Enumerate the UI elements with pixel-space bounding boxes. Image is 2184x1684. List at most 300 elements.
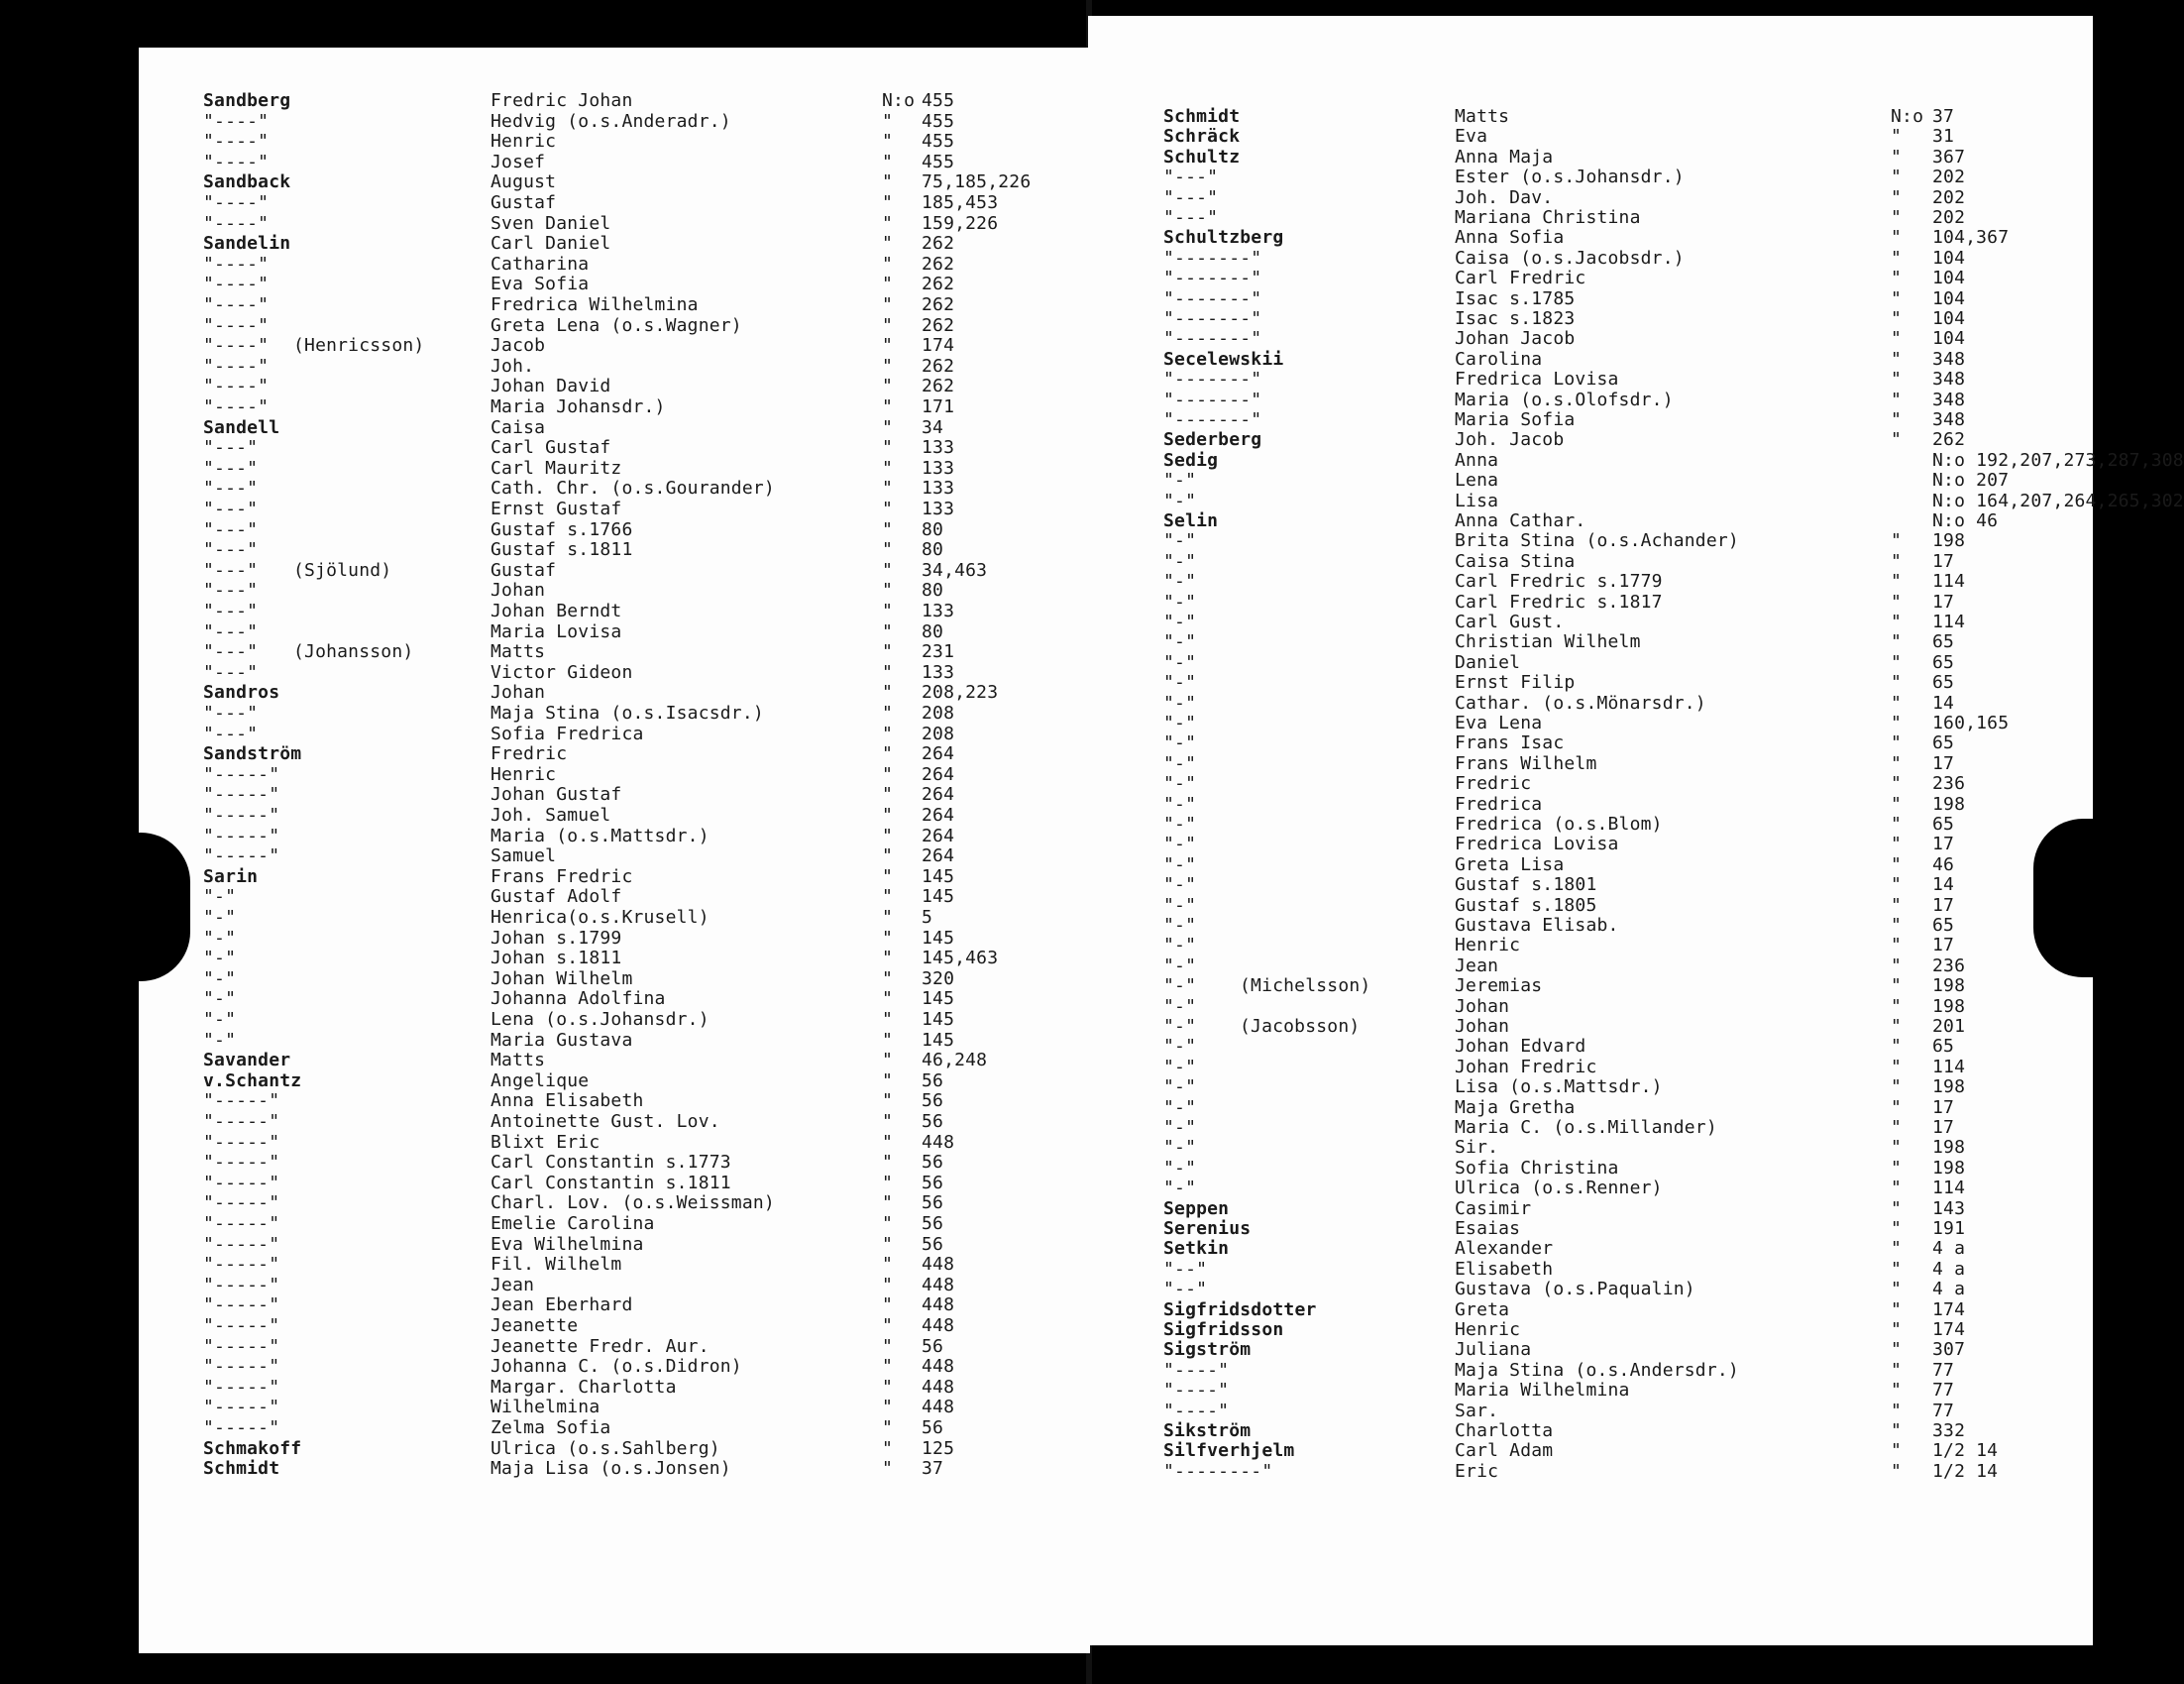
entry-reference: 56: [922, 1417, 944, 1438]
entry-ditto-mark: ": [882, 335, 894, 357]
index-entry: [1088, 531, 2093, 551]
index-entry: [139, 1398, 1090, 1417]
entry-note: (Jacobsson): [1240, 1016, 1361, 1037]
entry-surname: "-----": [203, 1376, 280, 1398]
entry-reference: 348: [1932, 369, 1966, 391]
entry-surname: "---": [203, 518, 259, 540]
index-entry: [1088, 1098, 2093, 1118]
index-entry: [139, 1276, 1090, 1295]
entry-ditto-mark: ": [882, 1213, 894, 1234]
entry-surname: "----": [203, 294, 270, 315]
entry-reference: 46,248: [922, 1050, 988, 1071]
entry-surname: "-": [1163, 490, 1197, 511]
entry-surname: Sandell: [203, 416, 280, 438]
entry-surname: "---": [203, 457, 259, 479]
entry-given-name: Blixt Eric: [491, 1131, 601, 1153]
entry-given-name: Henrica(o.s.Krusell): [491, 907, 710, 928]
entry-given-name: Anna Cathar.: [1455, 510, 1586, 531]
entry-ditto-mark: ": [882, 499, 894, 519]
entry-ditto-mark: ": [1891, 1460, 1903, 1482]
entry-reference: 65: [1932, 1036, 1955, 1058]
entry-given-name: Gustaf s.1801: [1455, 874, 1597, 896]
index-entry: [1088, 1402, 2093, 1421]
entry-reference: 114: [1932, 612, 1966, 632]
entry-ditto-mark: ": [1891, 995, 1903, 1017]
entry-reference: 80: [922, 620, 944, 642]
index-entry: [1088, 572, 2093, 592]
entry-surname: "-": [1163, 814, 1197, 835]
entry-given-name: Johan Gustaf: [491, 784, 622, 806]
entry-reference: 171: [922, 396, 955, 417]
index-entry: [139, 336, 1090, 356]
index-entry: [1088, 1421, 2093, 1441]
entry-given-name: Maja Stina (o.s.Andersdr.): [1455, 1359, 1739, 1381]
entry-ditto-mark: ": [1891, 975, 1903, 997]
entry-ditto-mark: ": [882, 253, 894, 275]
entry-surname: Savander: [203, 1050, 291, 1071]
entry-given-name: Antoinette Gust. Lov.: [491, 1111, 720, 1132]
entry-reference: 17: [1932, 752, 1955, 774]
entry-given-name: Jacob: [491, 335, 546, 357]
entry-given-name: Carl Gust.: [1455, 612, 1565, 632]
entry-note: (Henricsson): [293, 335, 425, 357]
entry-reference: 198: [1932, 995, 1966, 1017]
index-entry: [1088, 1260, 2093, 1280]
index-entry: [139, 1112, 1090, 1132]
entry-surname: Schmakoff: [203, 1437, 302, 1459]
entry-surname: "-------": [1163, 409, 1262, 430]
index-entry: [139, 929, 1090, 949]
index-entry: [1088, 1239, 2093, 1259]
entry-surname: "---": [1163, 207, 1219, 228]
entry-surname: "----": [203, 151, 270, 172]
entry-ditto-mark: ": [882, 376, 894, 397]
entry-given-name: Gustava (o.s.Paqualin): [1455, 1279, 1695, 1300]
entry-ditto-mark: ": [882, 661, 894, 683]
index-entry: [1088, 653, 2093, 673]
entry-given-name: Caisa Stina: [1455, 550, 1576, 572]
entry-given-name: Johan Berndt: [491, 601, 622, 621]
entry-surname: "-": [1163, 550, 1197, 572]
entry-surname: "--": [1163, 1279, 1208, 1300]
entry-given-name: Gustaf s.1805: [1455, 894, 1597, 916]
index-entry: [139, 969, 1090, 989]
entry-given-name: Maria Wilhelmina: [1455, 1380, 1630, 1402]
entry-reference: 262: [922, 314, 955, 336]
entry-given-name: Cath. Chr. (o.s.Gourander): [491, 478, 775, 500]
entry-reference: 262: [922, 274, 955, 295]
entry-reference: 191: [1932, 1218, 1966, 1239]
entry-reference: 17: [1932, 550, 1955, 572]
entry-surname: "-": [203, 886, 237, 908]
entry-surname: "-": [1163, 631, 1197, 653]
entry-reference: 4 a: [1932, 1238, 1966, 1260]
entry-reference: 104,367: [1932, 227, 2010, 249]
entry-surname: Schmidt: [1163, 106, 1241, 127]
index-entry: [139, 1071, 1090, 1091]
entry-ditto-mark: ": [882, 396, 894, 417]
entry-reference: 307: [1932, 1339, 1966, 1361]
entry-reference: 174: [922, 335, 955, 357]
entry-given-name: Jean: [491, 1274, 535, 1295]
index-entry: [139, 234, 1090, 254]
entry-ditto-mark: ": [1891, 1056, 1903, 1077]
entry-given-name: Esaias: [1455, 1218, 1521, 1239]
entry-surname: "-": [1163, 571, 1197, 593]
entry-reference: 34: [922, 416, 944, 438]
entry-surname: "-": [1163, 874, 1197, 896]
entry-ditto-mark: ": [882, 1335, 894, 1357]
entry-ditto-mark: ": [1891, 692, 1903, 714]
entry-reference: 104: [1932, 308, 1966, 329]
index-entry: [139, 540, 1090, 560]
entry-given-name: Cathar. (o.s.Mönarsdr.): [1455, 692, 1706, 714]
entry-reference: 160,165: [1932, 713, 2010, 733]
entry-ditto-mark: ": [1891, 308, 1903, 329]
entry-ditto-mark: ": [882, 763, 894, 785]
entry-ditto-mark: ": [1891, 167, 1903, 188]
entry-surname: "-----": [203, 784, 280, 806]
entry-reference: 236: [1932, 954, 1966, 976]
entry-given-name: Johan Edvard: [1455, 1036, 1586, 1058]
entry-ditto-mark: ": [1891, 1076, 1903, 1098]
entry-given-name: Fredric: [491, 743, 568, 765]
entry-given-name: Lisa (o.s.Mattsdr.): [1455, 1076, 1663, 1098]
entry-surname: Sedig: [1163, 449, 1219, 471]
entry-reference: 262: [922, 355, 955, 377]
index-entry: [1088, 593, 2093, 613]
entry-surname: Sandberg: [203, 90, 291, 111]
entry-ditto-mark: ": [1891, 530, 1903, 552]
index-entry: [139, 642, 1090, 662]
index-entry: [139, 846, 1090, 866]
entry-given-name: Johan: [1455, 1016, 1510, 1037]
index-entry: [1088, 168, 2093, 187]
entry-given-name: Fredrica Lovisa: [1455, 834, 1619, 855]
entry-reference: 174: [1932, 1298, 1966, 1320]
entry-reference: 455: [922, 151, 955, 172]
entry-surname: "-": [1163, 612, 1197, 632]
entry-surname: "---": [1163, 167, 1219, 188]
index-entry: [139, 622, 1090, 642]
index-entry: [1088, 329, 2093, 349]
entry-reference: N:o 207: [1932, 470, 2010, 492]
entry-given-name: Henric: [491, 763, 557, 785]
entry-reference: 208: [922, 703, 955, 724]
entry-given-name: Lena: [1455, 470, 1499, 492]
index-entry: [1088, 795, 2093, 815]
index-entry: [139, 193, 1090, 213]
entry-surname: "-": [1163, 732, 1197, 754]
entry-surname: "-------": [1163, 308, 1262, 329]
entry-given-name: Johan Jacob: [1455, 328, 1576, 350]
entry-surname: Sandros: [203, 682, 280, 704]
entry-surname: "-------": [1163, 287, 1262, 309]
entry-given-name: Daniel: [1455, 651, 1521, 673]
entry-ditto-mark: ": [1891, 348, 1903, 370]
index-entry: [139, 112, 1090, 132]
index-entry: [139, 1091, 1090, 1111]
entry-ditto-mark: ": [882, 1254, 894, 1276]
entry-reference: 56: [922, 1213, 944, 1234]
index-entry: [1088, 997, 2093, 1017]
index-entry: [1088, 976, 2093, 996]
entry-surname: "---": [203, 437, 259, 459]
entry-ditto-mark: ": [882, 825, 894, 846]
entry-ditto-mark: ": [882, 559, 894, 581]
entry-ditto-mark: ": [882, 416, 894, 438]
entry-reference: 56: [922, 1152, 944, 1174]
entry-given-name: Carl Daniel: [491, 233, 611, 255]
entry-surname: Seppen: [1163, 1197, 1230, 1219]
entry-ditto-mark: ": [882, 1090, 894, 1112]
index-entry: [1088, 835, 2093, 854]
entry-surname: "----": [203, 314, 270, 336]
entry-ditto-mark: ": [1891, 389, 1903, 410]
index-entry: [139, 1133, 1090, 1153]
entry-ditto-mark: ": [1891, 713, 1903, 733]
entry-surname: "----": [203, 355, 270, 377]
entry-ditto-mark: ": [1891, 1380, 1903, 1402]
entry-surname: "----": [1163, 1400, 1230, 1421]
entry-reference: 14: [1932, 874, 1955, 896]
entry-ditto-mark: ": [882, 518, 894, 540]
entry-reference: 448: [922, 1376, 955, 1398]
entry-surname: "-----": [203, 1233, 280, 1255]
index-entry: [139, 132, 1090, 152]
index-entry: [1088, 208, 2093, 228]
entry-ditto-mark: ": [882, 580, 894, 602]
entry-reference: 332: [1932, 1420, 1966, 1441]
entry-note: (Sjölund): [293, 559, 392, 581]
entry-surname: "----": [203, 131, 270, 153]
entry-given-name: Sir.: [1455, 1137, 1499, 1159]
entry-reference: 262: [922, 233, 955, 255]
entry-reference: 448: [922, 1397, 955, 1418]
entry-ditto-mark: ": [1891, 1218, 1903, 1239]
entry-surname: "-----": [203, 763, 280, 785]
index-entry: [1088, 471, 2093, 491]
entry-reference: 80: [922, 518, 944, 540]
index-entry: [139, 1439, 1090, 1459]
entry-given-name: August: [491, 171, 557, 193]
entry-ditto-mark: ": [882, 1274, 894, 1295]
entry-given-name: Carolina: [1455, 348, 1543, 370]
left-index-list: [139, 48, 1090, 1653]
entry-surname: Schräck: [1163, 126, 1241, 148]
entry-given-name: Henric: [1455, 935, 1521, 956]
index-entry: [1088, 289, 2093, 309]
index-entry: [139, 989, 1090, 1009]
index-entry: [139, 561, 1090, 581]
entry-given-name: Johan: [491, 580, 546, 602]
entry-given-name: Fredrica: [1455, 793, 1543, 815]
entry-reference: 80: [922, 580, 944, 602]
entry-reference: 114: [1932, 1056, 1966, 1077]
entry-reference: 264: [922, 805, 955, 826]
entry-reference: 104: [1932, 287, 1966, 309]
entry-reference: 31: [1932, 126, 1955, 148]
entry-reference: 320: [922, 967, 955, 989]
index-entry: [1088, 936, 2093, 955]
index-entry: [139, 418, 1090, 438]
entry-reference: 198: [1932, 1137, 1966, 1159]
entry-ditto-mark: ": [882, 1131, 894, 1153]
index-entry: [139, 316, 1090, 336]
entry-surname: "-": [1163, 651, 1197, 673]
entry-surname: Sikström: [1163, 1420, 1252, 1441]
entry-ditto-mark: ": [1891, 1319, 1903, 1340]
entry-ditto-mark: ": [1891, 935, 1903, 956]
entry-given-name: Maria C. (o.s.Millander): [1455, 1117, 1717, 1138]
index-entry: [1088, 774, 2093, 794]
entry-reference: 5: [922, 907, 933, 928]
entry-given-name: Fredric Johan: [491, 90, 633, 111]
entry-given-name: Johan: [491, 682, 546, 704]
index-entry: [1088, 552, 2093, 572]
entry-ditto-mark: ": [882, 641, 894, 663]
entry-reference: 202: [1932, 207, 1966, 228]
entry-ditto-mark: ": [1891, 1016, 1903, 1037]
entry-reference: 4 a: [1932, 1279, 1966, 1300]
index-entry: [139, 295, 1090, 315]
index-entry: [1088, 350, 2093, 370]
entry-reference: 133: [922, 437, 955, 459]
entry-surname: "-": [1163, 692, 1197, 714]
index-entry: [139, 1193, 1090, 1213]
entry-surname: "-----": [203, 1131, 280, 1153]
entry-ditto-mark: ": [1891, 1178, 1903, 1199]
index-entry: [139, 1174, 1090, 1193]
entry-surname: "-": [1163, 995, 1197, 1017]
entry-surname: v.Schantz: [203, 1069, 302, 1091]
entry-surname: "-----": [203, 1417, 280, 1438]
entry-reference: N:o 192,207,273,287,308: [1932, 449, 2184, 471]
entry-given-name: Joh. Jacob: [1455, 429, 1565, 451]
index-entry: [139, 479, 1090, 499]
entry-ditto-mark: ": [1891, 571, 1903, 593]
entry-given-name: Eva: [1455, 126, 1488, 148]
entry-ditto-mark: ": [882, 171, 894, 193]
entry-reference: 56: [922, 1172, 944, 1193]
entry-given-name: Carl Mauritz: [491, 457, 622, 479]
entry-ditto-mark: ": [1891, 126, 1903, 148]
entry-ditto-mark: ": [1891, 146, 1903, 168]
entry-surname: "---": [203, 580, 259, 602]
entry-reference: 208,223: [922, 682, 999, 704]
entry-ditto-mark: ": [882, 1009, 894, 1030]
index-entry: [139, 214, 1090, 234]
index-entry: [139, 1418, 1090, 1438]
entry-reference: 262: [922, 376, 955, 397]
entry-ditto-mark: ": [1891, 207, 1903, 228]
entry-surname: "-----": [203, 805, 280, 826]
entry-reference: 367: [1932, 146, 1966, 168]
index-entry: [1088, 249, 2093, 269]
entry-ditto-mark: ": [1891, 651, 1903, 673]
entry-given-name: Caisa: [491, 416, 546, 438]
entry-surname: "-": [1163, 853, 1197, 875]
index-entry: [139, 744, 1090, 764]
entry-ditto-mark: ": [1891, 954, 1903, 976]
entry-given-name: Eva Lena: [1455, 713, 1543, 733]
entry-given-name: Greta: [1455, 1298, 1510, 1320]
entry-surname: "---": [203, 723, 259, 744]
entry-ditto-mark: ": [882, 703, 894, 724]
entry-given-name: Casimir: [1455, 1197, 1532, 1219]
index-entry: [1088, 449, 2184, 471]
entry-ditto-mark: ": [882, 886, 894, 908]
entry-given-name: Juliana: [1455, 1339, 1532, 1361]
entry-reference: 264: [922, 763, 955, 785]
index-entry: [139, 1459, 1090, 1479]
entry-reference: 133: [922, 601, 955, 621]
index-entry: [1088, 1138, 2093, 1158]
entry-given-name: Gustava Elisab.: [1455, 915, 1619, 936]
entry-surname: "-": [203, 1029, 237, 1051]
entry-reference: 80: [922, 539, 944, 561]
index-entry: [1088, 370, 2093, 390]
index-entry: [1088, 956, 2093, 976]
index-entry: [1088, 228, 2093, 248]
index-entry: [1088, 127, 2093, 147]
entry-reference: 104: [1932, 247, 1966, 269]
left-binding-tab: [119, 833, 190, 981]
entry-reference: 56: [922, 1192, 944, 1214]
entry-surname: Sandström: [203, 743, 302, 765]
entry-reference: N:o 46: [1932, 510, 1999, 531]
entry-surname: "-": [203, 967, 237, 989]
entry-reference: 17: [1932, 935, 1955, 956]
entry-reference: 1/2 14: [1932, 1440, 1999, 1462]
entry-given-name: Fredrica (o.s.Blom): [1455, 814, 1663, 835]
entry-surname: Sarin: [203, 865, 259, 887]
index-entry: [139, 1153, 1090, 1173]
entry-reference: 231: [922, 641, 955, 663]
entry-reference: 145: [922, 1009, 955, 1030]
entry-given-name: Samuel: [491, 845, 557, 867]
entry-ditto-mark: ": [882, 988, 894, 1010]
index-entry: [1088, 815, 2093, 835]
entry-surname: "-----": [203, 1213, 280, 1234]
entry-surname: "-": [1163, 752, 1197, 774]
entry-ditto-mark: ": [1891, 1197, 1903, 1219]
right-page: [1088, 16, 2184, 1645]
entry-given-name: Caisa (o.s.Jacobsdr.): [1455, 247, 1685, 269]
entry-given-name: Matts: [1455, 106, 1510, 127]
entry-ditto-mark: ": [882, 1152, 894, 1174]
entry-surname: "-------": [1163, 268, 1262, 289]
entry-ditto-mark: ": [1891, 752, 1903, 774]
entry-ditto-mark: ": [882, 110, 894, 132]
entry-given-name: Ulrica (o.s.Renner): [1455, 1178, 1663, 1199]
index-entry: [1088, 613, 2093, 632]
index-entry: [1088, 1340, 2093, 1360]
entry-ditto-mark: ": [1891, 186, 1903, 208]
entry-ditto-mark: ": [882, 845, 894, 867]
entry-ditto-mark: ": [882, 1172, 894, 1193]
entry-surname: "-": [1163, 834, 1197, 855]
entry-surname: "-": [1163, 1096, 1197, 1118]
entry-reference: 145: [922, 988, 955, 1010]
entry-given-name: Joh. Samuel: [491, 805, 611, 826]
entry-reference: 133: [922, 661, 955, 683]
entry-ditto-mark: ": [882, 1397, 894, 1418]
entry-reference: 185,453: [922, 192, 999, 213]
index-entry: [139, 397, 1090, 417]
entry-ditto-mark: ": [882, 457, 894, 479]
index-entry: [1088, 754, 2093, 774]
